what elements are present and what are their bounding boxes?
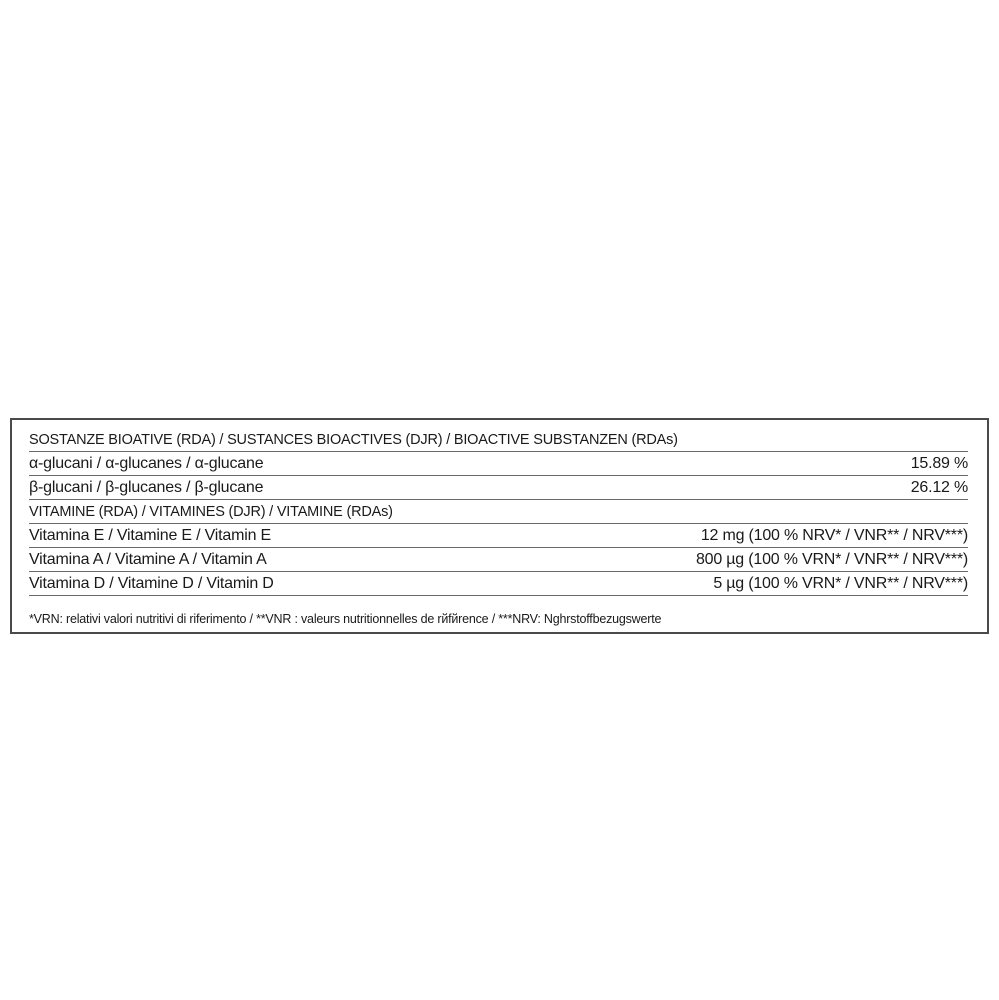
- table-row: [29, 548, 968, 572]
- bioactive-table: [29, 428, 968, 596]
- bioactive-header-text: SOSTANZE BIOATIVE (RDA) / SUSTANCES BIOACTIVES (DJR) / BIOACTIVE SUBSTANZEN (RDAs): [29, 431, 678, 448]
- footnote: *VRN: relativi valori nutritivi di riferimento / **VNR : valeurs nutritionnelles de rйfйrence / ***NRV: Nghrstoffbezugswerte: [29, 612, 662, 626]
- vitamin-section-header: [29, 500, 968, 524]
- row-name: α-glucani / α-glucanes / α-glucane: [29, 454, 264, 472]
- row-value: 26.12 %: [910, 478, 968, 496]
- row-name: Vitamina E / Vitamine E / Vitamin E: [29, 526, 272, 544]
- table-row: [29, 452, 968, 476]
- bioactive-section-header: [29, 428, 968, 452]
- row-value: 12 mg (100 % NRV* / VNR** / NRV***): [700, 526, 968, 544]
- table-row: [29, 524, 968, 548]
- vitamin-header-text: VITAMINE (RDA) / VITAMINES (DJR) / VITAMINE (RDAs): [29, 503, 393, 520]
- row-value: 15.89 %: [910, 454, 968, 472]
- row-name: β-glucani / β-glucanes / β-glucane: [29, 478, 264, 496]
- table-row: [29, 572, 968, 596]
- table-row: [29, 476, 968, 500]
- row-value: 800 µg (100 % VRN* / VNR** / NRV***): [695, 550, 968, 568]
- nutrition-label-box: [10, 418, 989, 634]
- row-value: 5 µg (100 % VRN* / VNR** / NRV***): [713, 574, 968, 592]
- row-name: Vitamina A / Vitamine A / Vitamin A: [29, 550, 267, 568]
- row-name: Vitamina D / Vitamine D / Vitamin D: [29, 574, 274, 592]
